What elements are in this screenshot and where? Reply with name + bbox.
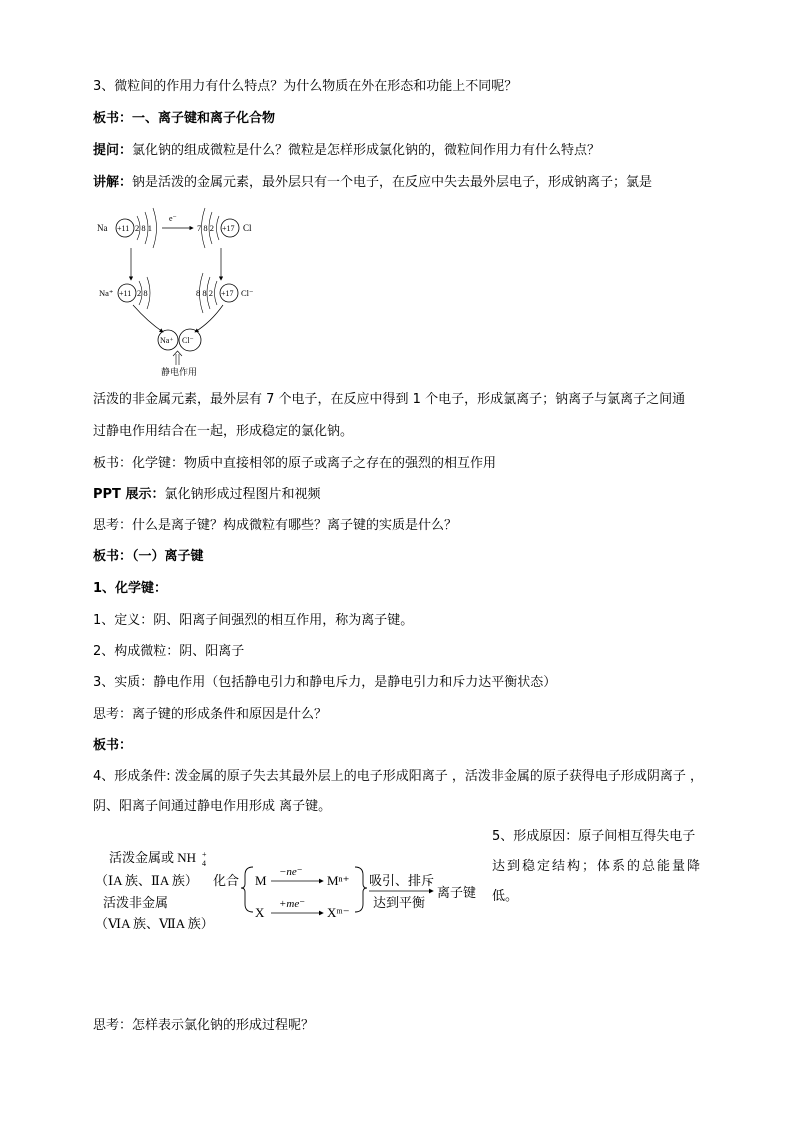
board-title-3 [93, 548, 204, 566]
m-symbol: M [255, 873, 267, 888]
ppt-text: 氯化钠形成过程图片和视频 [164, 487, 321, 502]
condition-line-1: 4、形成条件: 泼金属的原子失去其最外层上的电子形成阳离子 ，活泼非金属的原子获得电子形成阴离子 ， [93, 769, 704, 784]
reason-line-1: 5、形成原因：原子间相互得失电子 [492, 829, 696, 844]
board-label: 板书： [93, 111, 133, 126]
cl-symbol: Cl [243, 223, 252, 233]
na-nucleus-charge: +11 [117, 224, 130, 233]
board-4: 板书： [93, 738, 133, 753]
ask-line [93, 142, 600, 160]
na-ion-converge-arrow [133, 305, 163, 332]
cl-ion-converge-arrow [195, 305, 223, 332]
think-1: 思考：什么是离子键？构成微粒有哪些？离子键的实质是什么？ [93, 518, 458, 533]
explain-continued-2: 过静电作用结合在一起，形成稳定的氯化钠。 [93, 424, 354, 439]
metal-groups: （ⅠA 族、ⅡA 族） [95, 873, 198, 888]
ionic-bond-result: 离子键 [437, 885, 477, 900]
ask-text: 氯化钠的组成微粒是什么？微粒是怎样形成氯化钠的，微粒间作用力有什么特点？ [132, 143, 601, 158]
think-3: 思考：怎样表示氯化钠的形成过程呢？ [93, 1018, 315, 1033]
na-ion-nucleus-charge: +11 [119, 289, 132, 298]
board-chemical-bond: 板书：化学键：物质中直接相邻的原子或离子之存在的强烈的相互作用 [93, 456, 497, 471]
electron-label: e⁻ [169, 214, 177, 223]
nonmetal-label: 活泼非金属 [103, 895, 169, 910]
particles: 2、构成微粒：阴、阳离子 [93, 644, 245, 659]
na-ion-symbol: Na⁺ [99, 288, 114, 298]
electrostatic-arrow-head [173, 351, 182, 356]
na-shell-electrons: 2 8 1 [135, 223, 152, 233]
reason-line-2: 达到稳定结构；体系的总能量降 [492, 859, 703, 874]
explain-label: 讲解： [93, 175, 133, 190]
attract-repel: 吸引、排斥 [369, 873, 435, 888]
brace-right [355, 867, 367, 912]
na-symbol: Na [97, 223, 108, 233]
board-title-1 [93, 110, 275, 128]
x-ion: Xᵐ⁻ [327, 905, 350, 920]
ask-label: 提问： [93, 143, 133, 158]
metal-label: 活泼金属或 NH [109, 850, 197, 865]
explain-continued-1: 活泼的非金属元素，最外层有 7 个电子，在反应中得到 1 个电子，形成氯离子；钠离子与氯离子之间通 [93, 392, 686, 407]
board-text: 一、离子键和离子化合物 [132, 111, 276, 126]
cl-ion-symbol: Cl⁻ [241, 288, 254, 298]
electrostatic-caption: 静电作用 [161, 367, 198, 377]
board-text: （一）离子键 [132, 549, 204, 564]
explain-text: 钠是活泼的金属元素，最外层只有一个电子，在反应中失去最外层电子，形成钠离子；氯是 [132, 175, 653, 190]
formation-scheme-diagram [93, 845, 488, 940]
na-ion-shell-electrons: 2 8 [137, 288, 148, 298]
think-2: 思考：离子键的形成条件和原因是什么？ [93, 707, 328, 722]
cl-nucleus-charge: +17 [222, 224, 235, 233]
brace-left [241, 867, 253, 912]
m-ion: Mⁿ⁺ [327, 873, 350, 888]
cl-ion-nucleus-charge: +17 [221, 289, 234, 298]
nh4-sub: 4 [202, 859, 206, 868]
gain-electrons: +me⁻ [279, 898, 306, 910]
question-3: 3、微粒间的作用力有什么特点？为什么物质在外在形态和功能上不同呢？ [93, 79, 518, 94]
pair-na-label: Na⁺ [160, 336, 174, 345]
x-symbol: X [255, 905, 265, 920]
nacl-formation-diagram [93, 200, 273, 378]
condition-line-2: 阴、阳离子间通过静电作用形成 离子键。 [93, 799, 332, 814]
cl-ion-shell-electrons: 8 8 2 [196, 288, 213, 298]
combine-label: 化合 [213, 873, 240, 888]
explain-line [93, 174, 652, 192]
cl-shell-electrons: 7 8 2 [197, 223, 214, 233]
na-shell-arc [153, 208, 157, 248]
reach-balance: 达到平衡 [373, 895, 426, 910]
nonmetal-groups: （ⅥA 族、ⅦA 族） [95, 916, 214, 931]
heading-chemical-bond: 1、化学键： [93, 581, 168, 596]
reason-line-3: 低。 [492, 889, 519, 904]
essence: 3、实质：静电作用（包括静电引力和静电斥力，是静电引力和斥力达平衡状态） [93, 675, 557, 690]
ppt-line [93, 486, 320, 504]
definition: 1、定义：阴、阳离子间强烈的相互作用，称为离子键。 [93, 613, 414, 628]
ppt-label: PPT 展示： [93, 487, 165, 502]
cl-shell-arc [217, 216, 220, 240]
pair-cl-label: Cl⁻ [182, 336, 194, 345]
board-label: 板书： [93, 549, 133, 564]
nh4-sup: + [202, 850, 207, 859]
lose-electrons: −ne⁻ [279, 866, 303, 878]
cl-ion-shell-arc [215, 281, 218, 305]
